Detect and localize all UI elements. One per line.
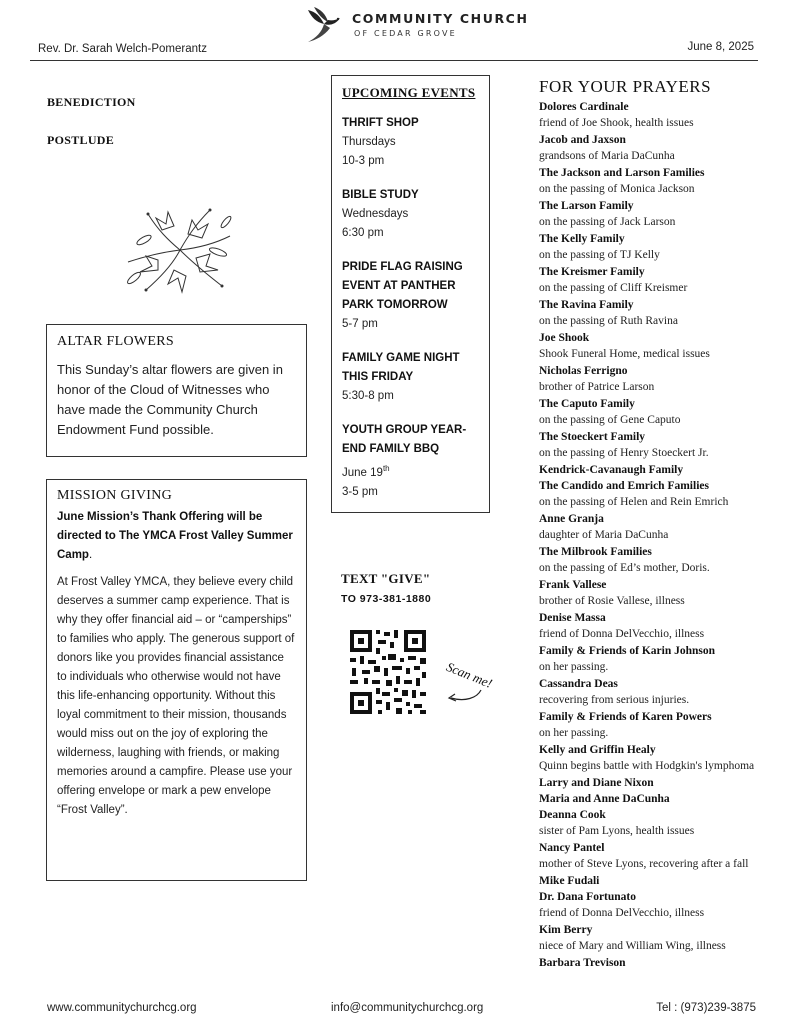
prayer-name: Maria and Anne DaCunha bbox=[539, 793, 670, 805]
prayer-note: brother of Patrice Larson bbox=[539, 381, 655, 393]
mission-lead-tail: . bbox=[88, 549, 93, 561]
event-time: 5:30-8 pm bbox=[342, 390, 394, 402]
prayer-item bbox=[539, 791, 784, 807]
prayer-item bbox=[539, 297, 784, 329]
prayer-name: Denise Massa bbox=[539, 612, 606, 624]
scan-me-label: Scan me! bbox=[444, 659, 495, 691]
prayer-note: brother of Rosie Vallese, illness bbox=[539, 595, 685, 607]
event-time: 5-7 pm bbox=[342, 318, 378, 330]
prayer-note: on her passing. bbox=[539, 727, 609, 739]
text-give-number: TO 973-381-1880 bbox=[341, 593, 432, 605]
prayer-note: sister of Pam Lyons, health issues bbox=[539, 825, 695, 837]
prayer-note: on the passing of TJ Kelly bbox=[539, 249, 660, 261]
footer-website[interactable]: www.communitychurchcg.org bbox=[47, 1002, 197, 1014]
prayer-note: Shook Funeral Home, medical issues bbox=[539, 348, 710, 360]
prayer-note: friend of Donna DelVecchio, illness bbox=[539, 628, 705, 640]
prayer-name: The Jackson and Larson Families bbox=[539, 167, 705, 179]
prayer-item bbox=[539, 610, 784, 642]
altar-flowers-title: ALTAR FLOWERS bbox=[57, 334, 174, 349]
prayer-name: The Kreismer Family bbox=[539, 266, 645, 278]
prayer-item bbox=[539, 132, 784, 164]
prayer-item bbox=[539, 478, 784, 510]
prayer-note: mother of Steve Lyons, recovering after a fall bbox=[539, 858, 749, 870]
prayer-item bbox=[539, 775, 784, 791]
prayers-list bbox=[539, 99, 784, 971]
prayer-item bbox=[539, 955, 784, 971]
prayer-item bbox=[539, 429, 784, 461]
prayer-name: The Milbrook Families bbox=[539, 546, 652, 558]
prayer-note: grandsons of Maria DaCunha bbox=[539, 150, 675, 162]
text-give-heading: TEXT "GIVE" bbox=[341, 571, 431, 586]
lily-flowers-icon bbox=[118, 200, 242, 300]
prayer-item bbox=[539, 807, 784, 839]
prayer-note: on the passing of Jack Larson bbox=[539, 216, 676, 228]
prayer-name: Dolores Cardinale bbox=[539, 101, 629, 113]
prayer-item bbox=[539, 165, 784, 197]
event-item bbox=[342, 421, 479, 502]
prayer-item bbox=[539, 922, 784, 954]
prayer-name: Nancy Pantel bbox=[539, 842, 605, 854]
event-name: THRIFT SHOP bbox=[342, 117, 419, 129]
prayer-note: on the passing of Henry Stoeckert Jr. bbox=[539, 447, 709, 459]
altar-flowers-box bbox=[46, 324, 307, 457]
event-date-suffix: th bbox=[382, 464, 390, 473]
prayer-name: The Caputo Family bbox=[539, 398, 635, 410]
prayer-item bbox=[539, 709, 784, 741]
altar-flowers-text: This Sunday’s altar flowers are given in honor of the Cloud of Witnesses who have made the Community Church Endowment Fund possible. bbox=[57, 362, 283, 437]
prayer-name: The Ravina Family bbox=[539, 299, 634, 311]
prayer-name: Dr. Dana Fortunato bbox=[539, 891, 637, 903]
prayer-name: The Kelly Family bbox=[539, 233, 625, 245]
prayer-name: Mike Fudali bbox=[539, 875, 600, 887]
prayer-note: on the passing of Gene Caputo bbox=[539, 414, 681, 426]
postlude-heading: POSTLUDE bbox=[47, 133, 115, 147]
event-name: PRIDE FLAG RAISING EVENT AT PANTHER PARK TOMORROW bbox=[342, 261, 463, 311]
prayer-item bbox=[539, 99, 784, 131]
event-name: BIBLE STUDY bbox=[342, 189, 419, 201]
church-logo bbox=[298, 2, 528, 52]
prayer-name: Family & Friends of Karen Powers bbox=[539, 711, 712, 723]
prayer-item bbox=[539, 264, 784, 296]
prayer-item bbox=[539, 231, 784, 263]
prayer-note: on the passing of Ed’s mother, Doris. bbox=[539, 562, 710, 574]
prayer-name: Anne Granja bbox=[539, 513, 604, 525]
event-item bbox=[342, 258, 479, 334]
event-day: Wednesdays bbox=[342, 208, 409, 220]
benediction-heading: BENEDICTION bbox=[47, 95, 136, 109]
prayer-item bbox=[539, 742, 784, 774]
prayer-item bbox=[539, 363, 784, 395]
upcoming-events-box bbox=[331, 75, 490, 513]
footer-phone: Tel : (973)239-3875 bbox=[656, 1002, 756, 1014]
event-date-text: June 19 bbox=[342, 466, 383, 479]
qr-code-icon[interactable] bbox=[348, 628, 428, 716]
prayer-note: on the passing of Cliff Kreismer bbox=[539, 282, 688, 294]
event-name: YOUTH GROUP YEAR-END FAMILY BBQ bbox=[342, 424, 467, 455]
mission-lead-text: June Mission’s Thank Offering will be directed to The YMCA Frost Valley Summer Camp bbox=[57, 511, 293, 561]
prayer-name: The Larson Family bbox=[539, 200, 634, 212]
mission-giving-box bbox=[46, 479, 307, 881]
prayer-name: Deanna Cook bbox=[539, 809, 606, 821]
prayer-item bbox=[539, 643, 784, 675]
prayer-item bbox=[539, 577, 784, 609]
event-time: 6:30 pm bbox=[342, 227, 384, 239]
church-subtitle: OF CEDAR GROVE bbox=[354, 29, 457, 38]
event-item bbox=[342, 114, 479, 171]
prayer-note: on the passing of Helen and Rein Emrich bbox=[539, 496, 729, 508]
prayer-note: Quinn begins battle with Hodgkin's lymphoma bbox=[539, 760, 755, 772]
prayer-name: Frank Vallese bbox=[539, 579, 607, 591]
church-name: COMMUNITY CHURCH bbox=[352, 11, 529, 26]
prayers-title: FOR YOUR PRAYERS bbox=[539, 77, 712, 96]
curved-arrow-icon bbox=[441, 650, 511, 710]
dove-icon bbox=[302, 4, 346, 48]
prayer-name: Family & Friends of Karin Johnson bbox=[539, 645, 716, 657]
prayer-note: on the passing of Monica Jackson bbox=[539, 183, 695, 195]
prayer-note: on the passing of Ruth Ravina bbox=[539, 315, 678, 327]
event-time: 3-5 pm bbox=[342, 485, 378, 498]
event-time: 10-3 pm bbox=[342, 155, 385, 167]
prayer-item bbox=[539, 330, 784, 362]
prayer-note: friend of Donna DelVecchio, illness bbox=[539, 907, 705, 919]
prayer-name: Joe Shook bbox=[539, 332, 590, 344]
prayer-note: on her passing. bbox=[539, 661, 609, 673]
prayer-item bbox=[539, 840, 784, 872]
prayer-item bbox=[539, 676, 784, 708]
event-name: FAMILY GAME NIGHT THIS FRIDAY bbox=[342, 352, 460, 383]
prayer-item bbox=[539, 198, 784, 230]
event-item bbox=[342, 186, 479, 243]
prayer-name: Larry and Diane Nixon bbox=[539, 777, 654, 789]
prayer-item bbox=[539, 511, 784, 543]
event-item bbox=[342, 349, 479, 406]
bulletin-date: June 8, 2025 bbox=[687, 41, 754, 53]
prayer-name: The Candido and Emrich Families bbox=[539, 480, 709, 492]
prayer-note: friend of Joe Shook, health issues bbox=[539, 117, 694, 129]
mission-giving-title: MISSION GIVING bbox=[57, 488, 173, 503]
prayer-note: daughter of Maria DaCunha bbox=[539, 529, 669, 541]
prayer-note: niece of Mary and William Wing, illness bbox=[539, 940, 726, 952]
prayer-item bbox=[539, 873, 784, 889]
pastor-name: Rev. Dr. Sarah Welch-Pomerantz bbox=[38, 43, 207, 55]
prayer-note: recovering from serious injuries. bbox=[539, 694, 690, 706]
event-date bbox=[342, 459, 479, 483]
prayer-name: Kendrick-Cavanaugh Family bbox=[539, 464, 684, 476]
mission-lead bbox=[57, 508, 296, 565]
mission-body-text: At Frost Valley YMCA, they believe every child deserves a summer camp experience. That is why they offer financial aid – or “camperships” to families who apply. The generous support of donors like you provides financial assistance to individuals who otherwise would not have this life-enhancing opportunity. Without this loyal commitment to their mission, thousands would miss out on the joy of exploring the wilderness, laughing with friends, or making memories around a campfire. Please use your offering envelope or mark a pew envelope “Frost Valley”. bbox=[57, 576, 295, 816]
footer-email[interactable]: info@communitychurchcg.org bbox=[331, 1002, 484, 1014]
prayer-name: Kelly and Griffin Healy bbox=[539, 744, 656, 756]
prayer-name: Kim Berry bbox=[539, 924, 593, 936]
header-divider bbox=[30, 60, 758, 61]
prayer-name: Cassandra Deas bbox=[539, 678, 618, 690]
prayer-item bbox=[539, 889, 784, 921]
upcoming-events-title: UPCOMING EVENTS bbox=[342, 85, 476, 100]
prayer-name: Jacob and Jaxson bbox=[539, 134, 626, 146]
prayer-item bbox=[539, 544, 784, 576]
prayer-name: Nicholas Ferrigno bbox=[539, 365, 628, 377]
prayer-name: Barbara Trevison bbox=[539, 957, 626, 969]
event-day: Thursdays bbox=[342, 136, 396, 148]
prayer-name: The Stoeckert Family bbox=[539, 431, 646, 443]
prayer-item bbox=[539, 462, 784, 478]
prayer-item bbox=[539, 396, 784, 428]
